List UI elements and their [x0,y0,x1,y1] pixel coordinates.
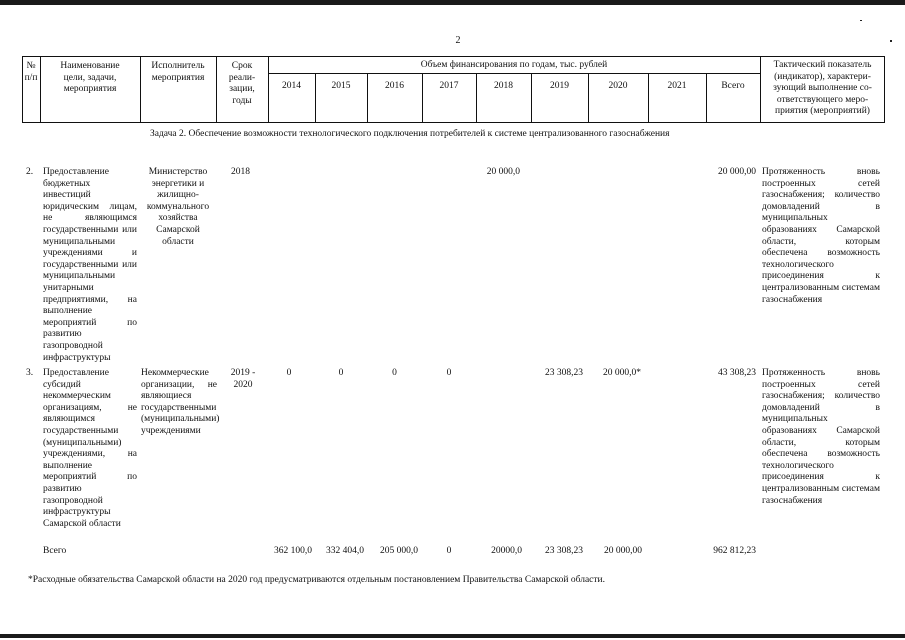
row-term: 2019 - 2020 [230,368,256,390]
totals-total: 962 812,23 [713,546,756,556]
header-year-2020: 2020 [608,81,628,91]
header-name: Наименование цели, задачи, мероприятия [60,61,120,94]
row-term: 2018 [231,167,250,177]
header-year-2016: 2016 [385,81,404,91]
row-indicator: Протяженность вновь построенных сетей газоснабжения; количество домовладений в муниципальных образованиях Самарской области, которым обеспечена возможность технологического присоединения к централизованным системам газоснабжения [762,167,880,305]
row-executor: Министерство энергетики и жилищно- коммунального хозяйства Самарской области [146,167,210,247]
header-executor: Исполнитель мероприятия [151,61,205,83]
header-year-2014: 2014 [282,81,301,91]
row-num: 3. [26,368,34,378]
row-indicator: Протяженность вновь построенных сетей газоснабжения; количество домовладений в муниципальных образованиях Самарской области, которым обеспечена возможность технологического присоединения к централизованным системам газоснабжения [762,368,880,506]
totals-value-2019: 23 308,23 [545,546,583,556]
totals-label: Всего [43,546,67,556]
scan-top-border [0,0,905,5]
header-year-2017: 2017 [439,81,459,91]
header-total: Всего [721,81,745,91]
totals-value-2014: 362 100,0 [274,546,312,556]
totals-value-2020: 20 000,00 [604,546,642,556]
header-year-2015: 2015 [331,81,351,91]
row-value-2015: 0 [338,368,344,378]
scan-speck [890,40,892,42]
header-num: № п/п [24,61,38,83]
row-value-2017: 0 [446,368,452,378]
totals-value-2018: 20000,0 [491,546,522,556]
header-year-2018: 2018 [494,81,513,91]
page-number: 2 [455,35,461,46]
scan-speck [860,20,862,21]
scan-bottom-border [0,634,905,638]
header-term: Срок реали- зации, годы [228,61,256,106]
task-title: Задача 2. Обеспечение возможности технологического подключения потребителей к системе централизованного газоснабжения [150,129,670,139]
header-funding-title: Объем финансирования по годам, тыс. рублей [420,60,608,70]
row-name: Предоставление субсидий некоммерческим организациям, не являющимся государственными (муниципальными) учреждениями, на выполнение мероприятий по развитию газопроводной инфраструктуры Самарской области [43,368,137,529]
row-total: 20 000,00 [718,167,756,177]
row-value-2018: 20 000,0 [486,167,520,177]
totals-value-2015: 332 404,0 [326,546,364,556]
row-value-2016: 0 [392,368,397,378]
row-name: Предоставление бюджетных инвестиций юридическим лицам, не являющимся государственными или муниципальными учреждениями и государственными или муниципальными унитарными предприятиями, на выполнение мероприятий по развитию газопроводной инфраструктуры [43,167,137,363]
row-executor: Некоммерческие организации, не являющиеся государственными (муниципальными) учреждениями [141,368,220,436]
row-total: 43 308,23 [718,368,756,378]
row-value-2014: 0 [286,368,292,378]
header-year-2021: 2021 [667,81,687,91]
header-indicator: Тактический показатель (индикатор), характери- зующий выполнение со- ответствующего меро- приятия (мероприятий) [773,60,872,116]
footnote: *Расходные обязательства Самарской области на 2020 год предусматриваются отдельным постановлением Правительства Самарской области. [28,575,606,585]
row-value-2019: 23 308,23 [545,368,583,378]
totals-value-2016: 205 000,0 [380,546,418,556]
row-num: 2. [26,167,34,177]
header-year-2019: 2019 [550,81,569,91]
totals-value-2017: 0 [446,546,452,556]
row-value-2020: 20 000,0* [603,368,641,378]
